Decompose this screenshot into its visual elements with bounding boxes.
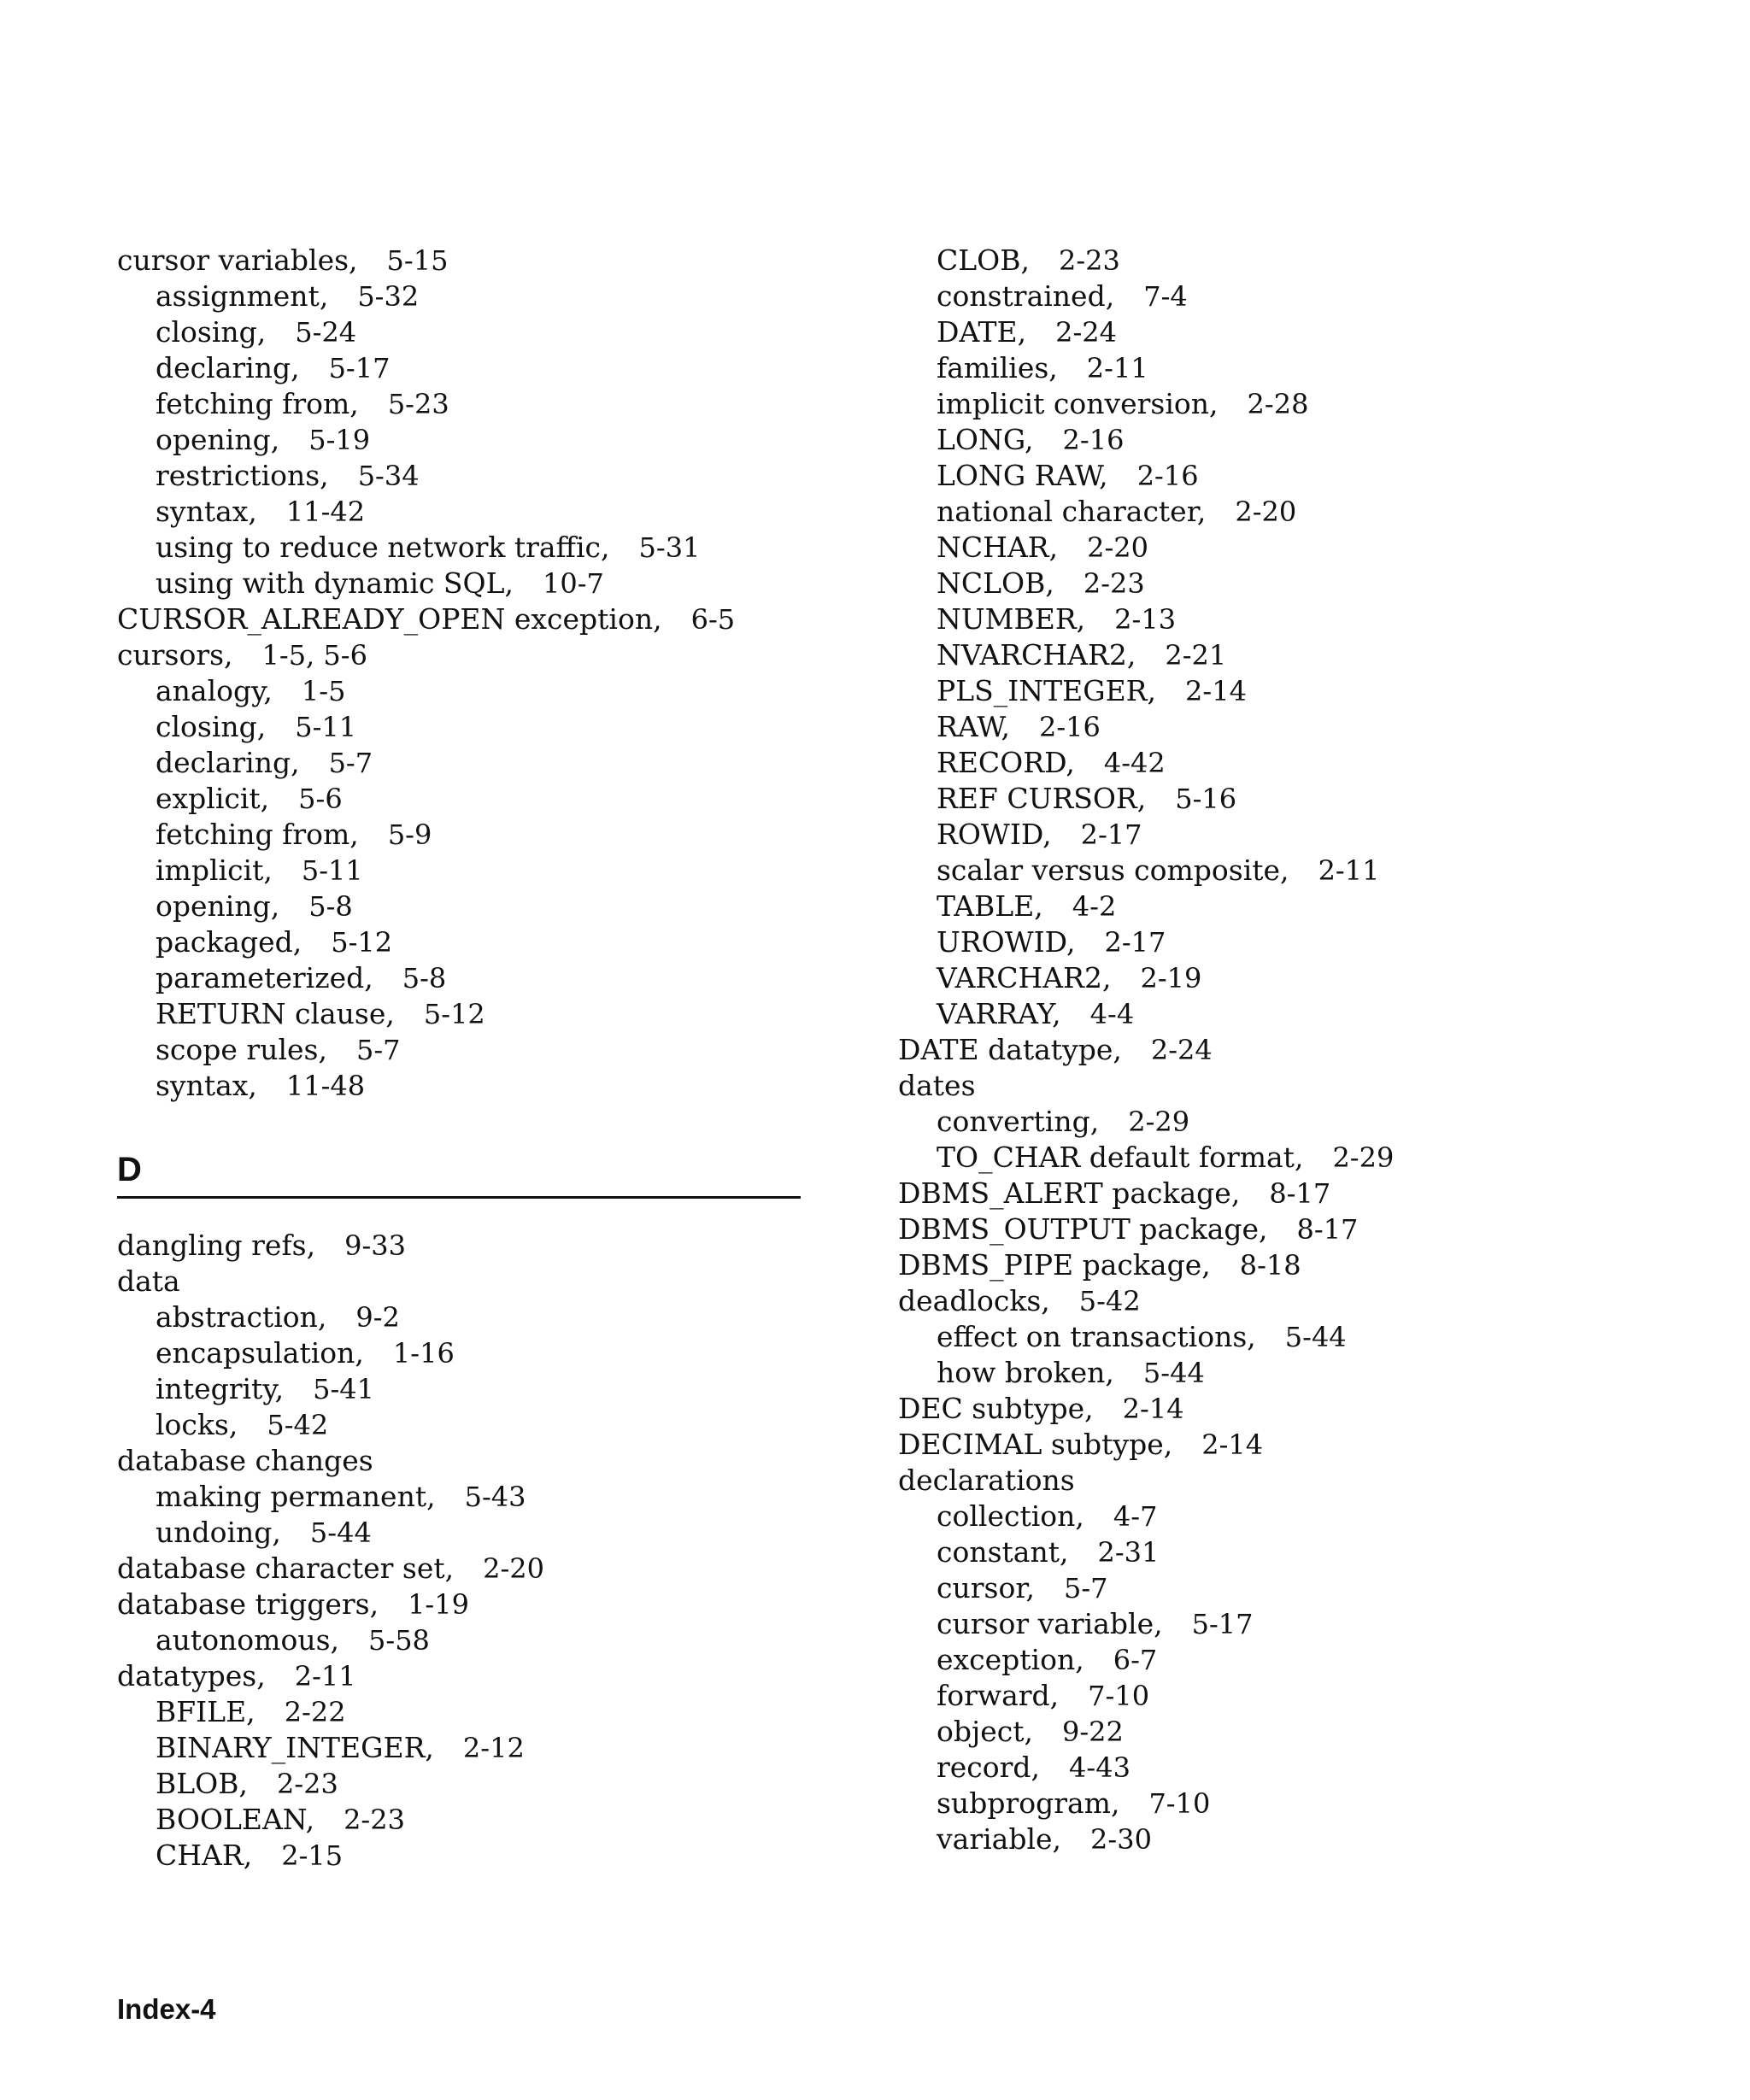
index-entry: [898, 1247, 1667, 1283]
index-term: subprogram,: [937, 1786, 1120, 1820]
index-term: effect on transactions,: [937, 1320, 1256, 1353]
index-subentry: [898, 1355, 1667, 1391]
index-page-refs: 5-8: [308, 890, 353, 923]
index-subentry: [117, 889, 801, 924]
index-page-refs: 9-2: [355, 1301, 400, 1334]
index-term: cursor variables,: [117, 243, 358, 277]
index-page-refs: 5-15: [386, 244, 449, 277]
index-page-refs: 2-11: [1318, 854, 1380, 887]
index-page-refs: 5-9: [387, 818, 432, 851]
index-page-refs: 2-23: [1058, 244, 1120, 277]
index-page-refs: 1-5, 5-6: [261, 639, 367, 672]
index-page-refs: 2-20: [1235, 496, 1297, 528]
index-subentry: [117, 494, 801, 530]
index-page-refs: 2-17: [1104, 926, 1166, 959]
index-entry: [117, 243, 801, 279]
index-term: national character,: [937, 495, 1207, 528]
index-entry: [898, 1283, 1667, 1319]
index-page-refs: 1-16: [392, 1337, 455, 1370]
index-page-refs: 5-19: [308, 424, 371, 456]
index-term: BOOLEAN,: [156, 1803, 315, 1836]
index-term: DBMS_ALERT package,: [898, 1176, 1241, 1210]
index-term: CURSOR_ALREADY_OPEN exception,: [117, 602, 662, 636]
index-entry: [117, 1443, 801, 1479]
index-page-refs: 2-21: [1165, 639, 1227, 672]
index-term: TO_CHAR default format,: [937, 1141, 1304, 1174]
index-page-refs: 8-17: [1296, 1213, 1359, 1246]
index-term: data: [117, 1264, 180, 1298]
index-subentry: [898, 1319, 1667, 1355]
index-term: encapsulation,: [156, 1336, 364, 1370]
index-subentry: [898, 817, 1667, 853]
index-term: integrity,: [156, 1372, 285, 1405]
index-subentry: [898, 601, 1667, 637]
index-term: VARRAY,: [937, 997, 1061, 1030]
index-page-refs: 7-10: [1148, 1787, 1211, 1820]
index-subentry: [117, 1838, 801, 1874]
index-page-refs: 4-42: [1103, 747, 1166, 779]
index-term: abstraction,: [156, 1300, 327, 1334]
index-subentry: [117, 996, 801, 1032]
index-page-refs: 5-41: [313, 1373, 374, 1405]
index-page-refs: 2-29: [1128, 1106, 1190, 1138]
index-term: closing,: [156, 315, 267, 349]
index-page-refs: 2-24: [1150, 1034, 1213, 1066]
index-term: NVARCHAR2,: [937, 638, 1136, 672]
index-term: declarations: [898, 1464, 1075, 1497]
index-subentry: [117, 1032, 801, 1068]
index-term: object,: [937, 1715, 1033, 1748]
index-subentry: [898, 960, 1667, 996]
index-page-refs: 5-12: [331, 926, 393, 959]
index-term: fetching from,: [156, 387, 359, 420]
index-term: implicit,: [156, 853, 273, 887]
index-subentry: [117, 1515, 801, 1551]
index-page-refs: 5-6: [298, 783, 343, 815]
index-subentry: [117, 422, 801, 458]
index-page-refs: 6-5: [690, 603, 736, 636]
index-term: dangling refs,: [117, 1229, 316, 1262]
index-term: REF CURSOR,: [937, 782, 1147, 815]
index-subentry: [898, 1714, 1667, 1750]
index-term: autonomous,: [156, 1623, 340, 1657]
index-page-refs: 5-8: [402, 962, 447, 994]
index-term: deadlocks,: [898, 1284, 1050, 1317]
index-term: VARCHAR2,: [937, 961, 1112, 994]
index-page-refs: 5-31: [638, 531, 701, 564]
index-page-refs: 5-17: [1191, 1608, 1254, 1640]
index-subentry: [898, 1570, 1667, 1606]
index-term: DATE datatype,: [898, 1033, 1122, 1066]
index-subentry: [117, 781, 801, 817]
index-page-refs: 5-44: [1142, 1357, 1205, 1389]
index-subentry: [898, 1642, 1667, 1678]
index-subentry: [898, 924, 1667, 960]
index-page-refs: 2-24: [1055, 316, 1117, 349]
index-page-refs: 5-24: [295, 316, 357, 349]
index-page-refs: 5-11: [295, 711, 357, 743]
index-subentry: [117, 458, 801, 494]
index-page-refs: 2-16: [1062, 424, 1125, 456]
index-term: fetching from,: [156, 818, 359, 851]
index-subentry: [898, 1606, 1667, 1642]
page-number-footer: Index-4: [117, 1993, 216, 2025]
index-term: parameterized,: [156, 961, 373, 994]
index-page-refs: 2-20: [483, 1552, 544, 1585]
index-page-refs: 5-34: [357, 460, 420, 492]
index-page-refs: 5-43: [464, 1481, 526, 1513]
index-page-refs: 4-43: [1069, 1751, 1130, 1784]
index-page-refs: 1-5: [301, 675, 346, 707]
index-entry: [117, 637, 801, 673]
index-page-refs: 2-14: [1122, 1393, 1184, 1425]
index-term: NCLOB,: [937, 566, 1054, 600]
index-term: RETURN clause,: [156, 997, 395, 1030]
index-subentry: [898, 1821, 1667, 1857]
index-term: closing,: [156, 710, 267, 743]
index-term: DBMS_PIPE package,: [898, 1248, 1211, 1282]
index-term: variable,: [937, 1822, 1062, 1856]
index-entry: [117, 1228, 801, 1264]
index-term: forward,: [937, 1679, 1060, 1712]
index-page-refs: 5-16: [1175, 783, 1237, 815]
index-term: BFILE,: [156, 1695, 255, 1728]
index-entry: [898, 1391, 1667, 1427]
index-page-refs: 4-2: [1072, 890, 1117, 923]
index-term: syntax,: [156, 495, 257, 528]
index-subentry: [898, 889, 1667, 924]
index-subentry: [117, 386, 801, 422]
index-entry: [117, 601, 801, 637]
index-page-refs: 11-48: [285, 1070, 366, 1102]
index-term: explicit,: [156, 782, 270, 815]
index-page-refs: 9-22: [1062, 1716, 1124, 1748]
index-page-refs: 2-17: [1080, 818, 1142, 851]
index-subentry: [898, 1750, 1667, 1786]
index-term: LONG,: [937, 423, 1034, 456]
index-page-refs: 1-19: [408, 1588, 469, 1621]
index-term: opening,: [156, 889, 280, 923]
index-page-refs: 2-16: [1038, 711, 1101, 743]
index-page-refs: 9-33: [344, 1229, 406, 1262]
index-subentry: [117, 566, 801, 601]
index-subentry: [898, 350, 1667, 386]
index-subentry: [117, 1371, 801, 1407]
index-term: DECIMAL subtype,: [898, 1428, 1173, 1461]
index-page-refs: 5-12: [423, 998, 485, 1030]
index-entry: [898, 1427, 1667, 1463]
index-term: TABLE,: [937, 889, 1043, 923]
index-page-refs: 5-11: [301, 854, 363, 887]
index-subentry: [898, 494, 1667, 530]
index-term: analogy,: [156, 674, 273, 707]
index-term: declaring,: [156, 351, 300, 384]
index-subentry: [117, 1694, 801, 1730]
index-subentry: [117, 853, 801, 889]
index-term: DEC subtype,: [898, 1392, 1094, 1425]
section-header-d: [117, 1140, 801, 1217]
index-page-refs: 5-32: [357, 280, 420, 313]
index-subentry: [898, 1534, 1667, 1570]
index-subentry: [898, 566, 1667, 601]
index-subentry: [117, 709, 801, 745]
index-term: undoing,: [156, 1516, 281, 1549]
index-term: RAW,: [937, 710, 1010, 743]
index-page-refs: 5-7: [1063, 1572, 1108, 1604]
index-subentry: [898, 781, 1667, 817]
index-subentry: [117, 1335, 801, 1371]
index-page-refs: 2-31: [1097, 1536, 1160, 1569]
index-page-refs: 2-16: [1136, 460, 1199, 492]
index-subentry: [117, 1068, 801, 1104]
index-subentry: [117, 1802, 801, 1838]
index-subentry: [898, 1678, 1667, 1714]
index-entry: [898, 1068, 1667, 1104]
index-subentry: [117, 350, 801, 386]
index-term: ROWID,: [937, 818, 1052, 851]
index-page-refs: 2-19: [1140, 962, 1202, 994]
index-page-refs: 2-11: [294, 1660, 356, 1692]
index-term: making permanent,: [156, 1480, 436, 1513]
index-entry: [117, 1587, 801, 1622]
index-term: cursors,: [117, 638, 233, 672]
index-subentry: [117, 924, 801, 960]
index-page-refs: 5-7: [355, 1034, 401, 1066]
index-term: how broken,: [937, 1356, 1114, 1389]
index-subentry: [898, 673, 1667, 709]
index-term: opening,: [156, 423, 280, 456]
index-term: packaged,: [156, 925, 302, 959]
index-page-refs: 2-22: [284, 1696, 346, 1728]
index-page-refs: 5-58: [368, 1624, 430, 1657]
index-subentry: [898, 314, 1667, 350]
index-term: declaring,: [156, 746, 300, 779]
index-term: exception,: [937, 1643, 1084, 1676]
index-term: cursor variable,: [937, 1607, 1163, 1640]
index-term: scope rules,: [156, 1033, 327, 1066]
index-column-right: [898, 243, 1667, 1857]
index-page-refs: 5-7: [328, 747, 373, 779]
index-subentry: [898, 1786, 1667, 1821]
index-page-refs: 2-23: [276, 1768, 338, 1800]
index-term: cursor,: [937, 1571, 1035, 1604]
index-entry: [117, 1658, 801, 1694]
index-page-refs: 6-7: [1113, 1644, 1158, 1676]
index-term: CLOB,: [937, 243, 1030, 277]
index-term: converting,: [937, 1105, 1100, 1138]
index-term: assignment,: [156, 279, 329, 313]
index-subentry: [117, 530, 801, 566]
index-term: UROWID,: [937, 925, 1076, 959]
index-page-refs: 5-42: [267, 1409, 329, 1441]
index-page-refs: 2-20: [1087, 531, 1148, 564]
index-subentry: [117, 673, 801, 709]
index-page-refs: 4-7: [1113, 1500, 1158, 1533]
index-term: PLS_INTEGER,: [937, 674, 1157, 707]
index-term: database triggers,: [117, 1587, 379, 1621]
index-term: constant,: [937, 1535, 1069, 1569]
index-column-left: [117, 243, 801, 1874]
index-term: restrictions,: [156, 459, 329, 492]
index-subentry: [117, 314, 801, 350]
index-term: NUMBER,: [937, 602, 1086, 636]
index-term: database changes: [117, 1444, 373, 1477]
index-term: families,: [937, 351, 1058, 384]
index-term: database character set,: [117, 1552, 455, 1585]
index-term: datatypes,: [117, 1659, 266, 1692]
index-term: RECORD,: [937, 746, 1075, 779]
index-term: syntax,: [156, 1069, 257, 1102]
index-page-refs: 2-23: [344, 1804, 405, 1836]
index-term: DATE,: [937, 315, 1027, 349]
index-page-refs: 2-14: [1201, 1428, 1264, 1461]
index-page-refs: 5-23: [387, 388, 449, 420]
index-entry: [898, 1032, 1667, 1068]
index-subentry: [898, 853, 1667, 889]
index-subentry: [117, 1622, 801, 1658]
index-subentry: [898, 1499, 1667, 1534]
index-entry: [117, 1264, 801, 1299]
index-page-refs: 7-4: [1143, 280, 1188, 313]
index-subentry: [117, 1407, 801, 1443]
index-subentry: [898, 279, 1667, 314]
index-subentry: [898, 422, 1667, 458]
index-term: BLOB,: [156, 1767, 248, 1800]
index-term: BINARY_INTEGER,: [156, 1731, 434, 1764]
index-page-refs: 2-30: [1090, 1823, 1152, 1856]
index-term: DBMS_OUTPUT package,: [898, 1212, 1268, 1246]
index-page-refs: 5-17: [328, 352, 391, 384]
index-page-refs: 2-29: [1332, 1141, 1395, 1174]
index-page-refs: 2-13: [1114, 603, 1177, 636]
section-letter: D: [117, 1151, 142, 1188]
index-term: constrained,: [937, 279, 1115, 313]
index-term: record,: [937, 1751, 1041, 1784]
index-page-refs: 2-15: [281, 1839, 344, 1872]
index-subentry: [898, 386, 1667, 422]
index-page-refs: 8-17: [1269, 1177, 1331, 1210]
index-page-refs: 2-12: [462, 1732, 525, 1764]
index-term: NCHAR,: [937, 531, 1059, 564]
index-entry: [898, 1211, 1667, 1247]
index-subentry: [117, 1766, 801, 1802]
index-subentry: [117, 279, 801, 314]
index-page-refs: 2-23: [1083, 567, 1145, 600]
index-subentry: [898, 458, 1667, 494]
index-subentry: [117, 817, 801, 853]
index-term: LONG RAW,: [937, 459, 1108, 492]
index-page-refs: 4-4: [1089, 998, 1135, 1030]
index-page-refs: 7-10: [1088, 1680, 1150, 1712]
index-term: scalar versus composite,: [937, 853, 1289, 887]
index-term: CHAR,: [156, 1839, 253, 1872]
index-entry: [898, 1463, 1667, 1499]
index-entry: [898, 1176, 1667, 1211]
index-term: implicit conversion,: [937, 387, 1219, 420]
index-subentry: [898, 637, 1667, 673]
index-subentry: [898, 709, 1667, 745]
index-term: dates: [898, 1069, 976, 1102]
index-page-refs: 8-18: [1239, 1249, 1301, 1282]
index-subentry: [898, 996, 1667, 1032]
index-subentry: [117, 1730, 801, 1766]
index-subentry: [898, 530, 1667, 566]
index-page-refs: 10-7: [543, 567, 604, 600]
index-subentry: [117, 1299, 801, 1335]
index-entry: [117, 1551, 801, 1587]
index-subentry: [898, 745, 1667, 781]
index-term: locks,: [156, 1408, 238, 1441]
index-page-refs: 5-44: [1284, 1321, 1347, 1353]
index-page-refs: 2-14: [1185, 675, 1247, 707]
index-term: collection,: [937, 1499, 1084, 1533]
index-term: using with dynamic SQL,: [156, 566, 514, 600]
index-term: using to reduce network traffic,: [156, 531, 610, 564]
index-page-refs: 5-42: [1078, 1285, 1141, 1317]
index-page-refs: 11-42: [285, 496, 366, 528]
index-subentry: [898, 1104, 1667, 1140]
index-subentry: [117, 960, 801, 996]
index-page-refs: 2-11: [1086, 352, 1148, 384]
index-subentry: [898, 243, 1667, 279]
index-subentry: [898, 1140, 1667, 1176]
section-divider: [117, 1196, 801, 1199]
index-page-refs: 5-44: [309, 1516, 372, 1549]
index-subentry: [117, 1479, 801, 1515]
index-page-refs: 2-28: [1247, 388, 1309, 420]
index-subentry: [117, 745, 801, 781]
